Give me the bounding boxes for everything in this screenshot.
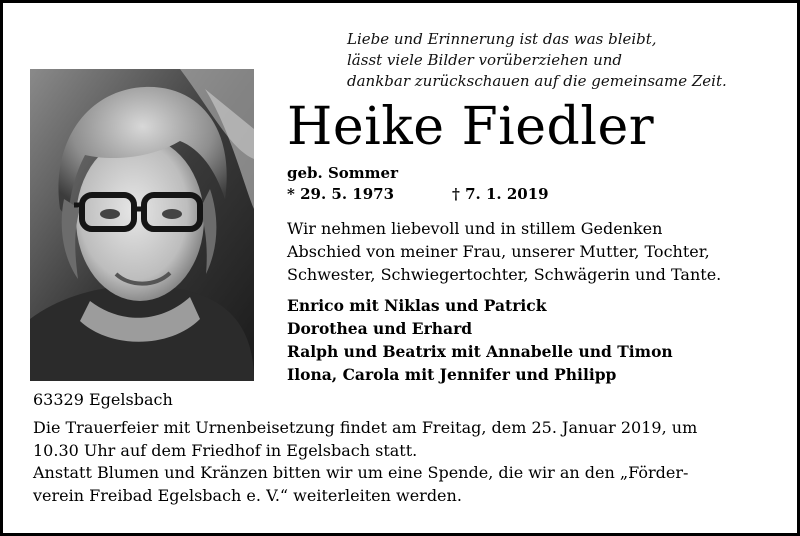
poem-line: Liebe und Erinnerung ist das was bleibt, — [347, 30, 657, 48]
mourners-list — [287, 294, 787, 386]
place-of-residence: 63329 Egelsbach — [33, 390, 173, 409]
poem-line: lässt viele Bilder vorüberziehen und — [347, 51, 623, 69]
mourner-line: Enrico mit Niklas und Patrick — [287, 296, 547, 315]
life-dates — [287, 184, 549, 204]
ceremony-line: 10.30 Uhr auf dem Friedhof in Egelsbach statt. — [33, 440, 418, 460]
ceremony-line: Die Trauerfeier mit Urnenbeisetzung findet am Freitag, dem 25. Januar 2019, um — [33, 418, 698, 437]
portrait-photo-graphic — [30, 69, 254, 381]
death-date: † 7. 1. 2019 — [452, 185, 549, 203]
mourner-line: Ralph und Beatrix mit Annabelle und Timon — [287, 342, 673, 361]
portrait-photo — [30, 69, 254, 381]
ceremony-info — [33, 417, 783, 507]
announcement-text — [287, 217, 787, 286]
ceremony-line: Anstatt Blumen und Kränzen bitten wir um eine Spende, die wir an den „Förder- — [33, 463, 689, 482]
mourner-line: Ilona, Carola mit Jennifer und Philipp — [287, 365, 617, 384]
birth-date: * 29. 5. 1973 — [287, 185, 395, 203]
mourner-line: Dorothea und Erhard — [287, 319, 473, 338]
poem-line: dankbar zurückschauen auf die gemeinsame Zeit. — [347, 72, 727, 90]
announcement-line: Abschied von meiner Frau, unserer Mutter, Tochter, — [287, 242, 710, 261]
announcement-line: Wir nehmen liebevoll und in stillem Gedenken — [287, 219, 663, 238]
deceased-name: Heike Fiedler — [287, 97, 655, 157]
announcement-line: Schwester, Schwiegertochter, Schwägerin und Tante. — [287, 265, 722, 284]
memorial-poem — [347, 29, 767, 92]
ceremony-line: verein Freibad Egelsbach e. V.“ weiterleiten werden. — [33, 485, 462, 505]
birth-name: geb. Sommer — [287, 164, 398, 182]
